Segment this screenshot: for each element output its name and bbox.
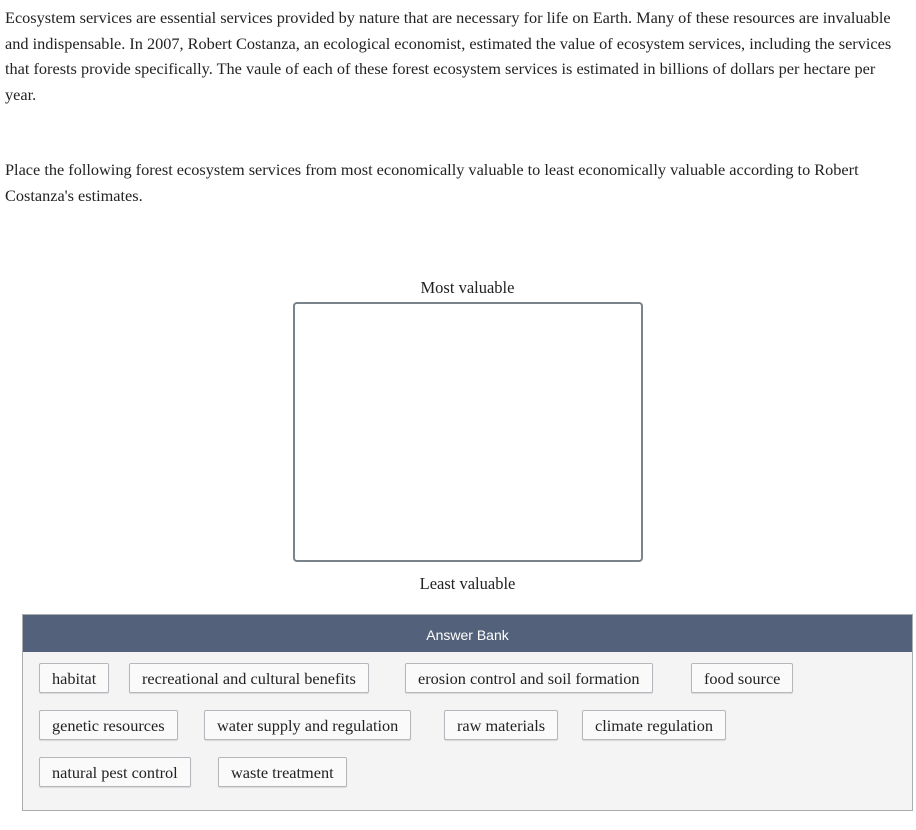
answer-chip-habitat[interactable]: habitat (39, 663, 109, 693)
ranking-drop-zone[interactable] (293, 302, 643, 562)
answer-bank-header: Answer Bank (23, 615, 912, 652)
answer-chip-genetic-resources[interactable]: genetic resources (39, 710, 178, 740)
answer-chip-waste-treatment[interactable]: waste treatment (218, 757, 347, 787)
answer-chip-erosion-control-soil-formation[interactable]: erosion control and soil formation (405, 663, 653, 693)
answer-chip-recreational-cultural-benefits[interactable]: recreational and cultural benefits (129, 663, 369, 693)
answer-chip-raw-materials[interactable]: raw materials (444, 710, 558, 740)
intro-paragraph: Ecosystem services are essential services provided by nature that are necessary for life on Earth. Many of these resources are invaluable and indispensable. In 2007, Robert Costanza, an ecological economist, estimated the value of ecosystem services, including the services that forests provide specifically. The vaule of each of these forest ecosystem services is estimated in billions of dollars per hectare per year. (5, 8, 892, 104)
answer-chip-climate-regulation[interactable]: climate regulation (582, 710, 726, 740)
answer-chip-food-source[interactable]: food source (691, 663, 793, 693)
instruction-paragraph: Place the following forest ecosystem services from most economically valuable to least economically valuable according to Robert Costanza's estimates. (5, 160, 859, 205)
answer-chip-water-supply-regulation[interactable]: water supply and regulation (204, 710, 411, 740)
answer-chip-natural-pest-control[interactable]: natural pest control (39, 757, 191, 787)
answer-bank (22, 614, 913, 811)
most-valuable-label: Most valuable (420, 278, 515, 297)
least-valuable-label: Least valuable (419, 574, 516, 593)
